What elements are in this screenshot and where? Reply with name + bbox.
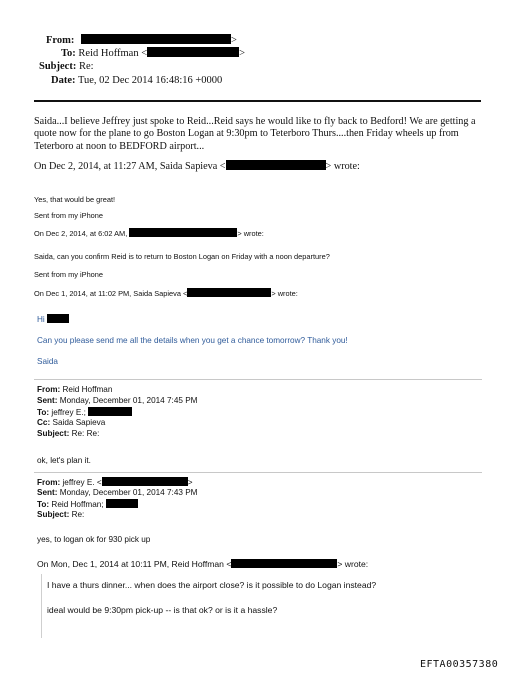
redaction-bar	[231, 559, 337, 568]
level3-greeting-row	[37, 314, 69, 325]
header-subject-label: Subject:	[39, 61, 77, 72]
level2-quote-intro	[34, 288, 298, 298]
reid-subject-label: Subject:	[37, 429, 70, 438]
redaction-bar	[226, 160, 326, 170]
level2-quote-intro-text: On Dec 1, 2014, at 11:02 PM, Saida Sapieva <	[34, 289, 188, 298]
header-divider	[34, 100, 481, 102]
jeffrey-to-row	[37, 499, 138, 510]
reid-from-label: From:	[37, 385, 61, 394]
level1-line1: Yes, that would be great!	[34, 195, 116, 204]
reid-from-row	[37, 385, 112, 395]
jeffrey-subject-value: Re:	[71, 510, 85, 519]
jeffrey-subject-row	[37, 510, 84, 520]
jeffrey-from-label: From:	[37, 478, 61, 487]
redaction-bar	[187, 288, 271, 297]
reid-to-row	[37, 407, 132, 418]
level3-line1: Can you please send me all the details when you get a chance tomorrow? Thank you!	[37, 336, 348, 345]
header-from-row	[46, 34, 237, 47]
jeffrey-body: yes, to logan ok for 930 pick up	[37, 535, 151, 544]
jeffrey-to-value: Reid Hoffman;	[51, 500, 104, 509]
reid-cc-row	[37, 418, 105, 428]
redaction-bar	[88, 407, 132, 416]
header-date-label: Date:	[51, 75, 76, 86]
jeffrey-to-label: To:	[37, 500, 50, 509]
reid-quote-intro-suffix: > wrote:	[337, 559, 369, 569]
main-quote-intro-text: On Dec 2, 2014, at 11:27 AM, Saida Sapieva <	[34, 161, 226, 172]
main-message-body: Saida...I believe Jeffrey just spoke to Reid...Reid says he would like to fly back to Bedford! We are getting a quote now for the plane to go Boston Logan at 9:30pm to Teterboro Thurs....then Friday wheels up from Teterboro at noon to BEDFORD airport...	[34, 116, 476, 152]
level1-line2: Sent from my iPhone	[34, 211, 104, 220]
reid-cc-value: Saida Sapieva	[52, 418, 106, 427]
jeffrey-from-row	[37, 477, 193, 488]
redaction-bar	[47, 314, 69, 323]
jeffrey-sent-value: Monday, December 01, 2014 7:43 PM	[59, 488, 198, 497]
redaction-bar	[102, 477, 188, 486]
reid-sent-value: Monday, December 01, 2014 7:45 PM	[59, 396, 198, 405]
reid-to-label: To:	[37, 408, 50, 417]
reid-from-value: Reid Hoffman	[62, 385, 113, 394]
header-date-row	[51, 74, 222, 87]
reid-quote-intro-text: On Mon, Dec 1, 2014 at 10:11 PM, Reid Hoffman <	[37, 559, 232, 569]
jeffrey-from-suffix: >	[187, 478, 193, 487]
jeffrey-sent-label: Sent:	[37, 488, 58, 497]
header-to-row	[61, 47, 245, 60]
reid-body: ok, let's plan it.	[37, 456, 91, 465]
level2-quote-intro-suffix: > wrote:	[271, 289, 298, 298]
header-subject-row	[39, 60, 94, 73]
level3-signature: Saida	[37, 357, 58, 366]
reid-to-value: jeffrey E.;	[51, 408, 86, 417]
level2-line2: Sent from my iPhone	[34, 270, 104, 279]
level1-quote-intro-suffix: > wrote:	[237, 229, 264, 238]
reid-quote-line1: I have a thurs dinner... when does the airport close? is it possible to do Logan instead?	[47, 580, 377, 590]
reid-sent-row	[37, 396, 198, 406]
header-date-value: Tue, 02 Dec 2014 16:48:16 +0000	[77, 75, 223, 86]
header-from-suffix: >	[231, 35, 237, 46]
level3-greeting: Hi	[37, 315, 45, 324]
redaction-bar	[106, 499, 138, 508]
reid-cc-label: Cc:	[37, 418, 51, 427]
header-to-value: Reid Hoffman <	[78, 48, 148, 59]
reid-quote-intro	[37, 559, 368, 569]
redaction-bar	[129, 228, 237, 237]
jeffrey-subject-label: Subject:	[37, 510, 70, 519]
main-quote-intro	[34, 160, 360, 172]
separator-line	[34, 472, 482, 473]
header-to-label: To:	[61, 48, 76, 59]
reid-subject-value: Re: Re:	[71, 429, 100, 438]
level1-quote-intro-text: On Dec 2, 2014, at 6:02 AM,	[34, 229, 128, 238]
redaction-bar	[147, 47, 239, 57]
main-quote-intro-suffix: > wrote:	[325, 161, 360, 172]
redaction-bar	[81, 34, 231, 44]
header-to-suffix: >	[239, 48, 246, 59]
level2-line1: Saida, can you confirm Reid is to return to Boston Logan on Friday with a noon departure?	[34, 252, 330, 261]
reid-subject-row	[37, 429, 99, 439]
level1-quote-intro	[34, 228, 264, 238]
jeffrey-from-value: jeffrey E. <	[62, 478, 102, 487]
header-subject-value: Re:	[78, 61, 94, 72]
quote-bar	[41, 574, 42, 638]
jeffrey-sent-row	[37, 488, 198, 498]
separator-line	[34, 379, 482, 380]
reid-sent-label: Sent:	[37, 396, 58, 405]
header-from-label: From:	[46, 35, 75, 46]
reid-quote-line2: ideal would be 9:30pm pick-up -- is that ok? or is it a hassle?	[47, 605, 278, 615]
document-id: EFTA00357380	[420, 659, 499, 670]
